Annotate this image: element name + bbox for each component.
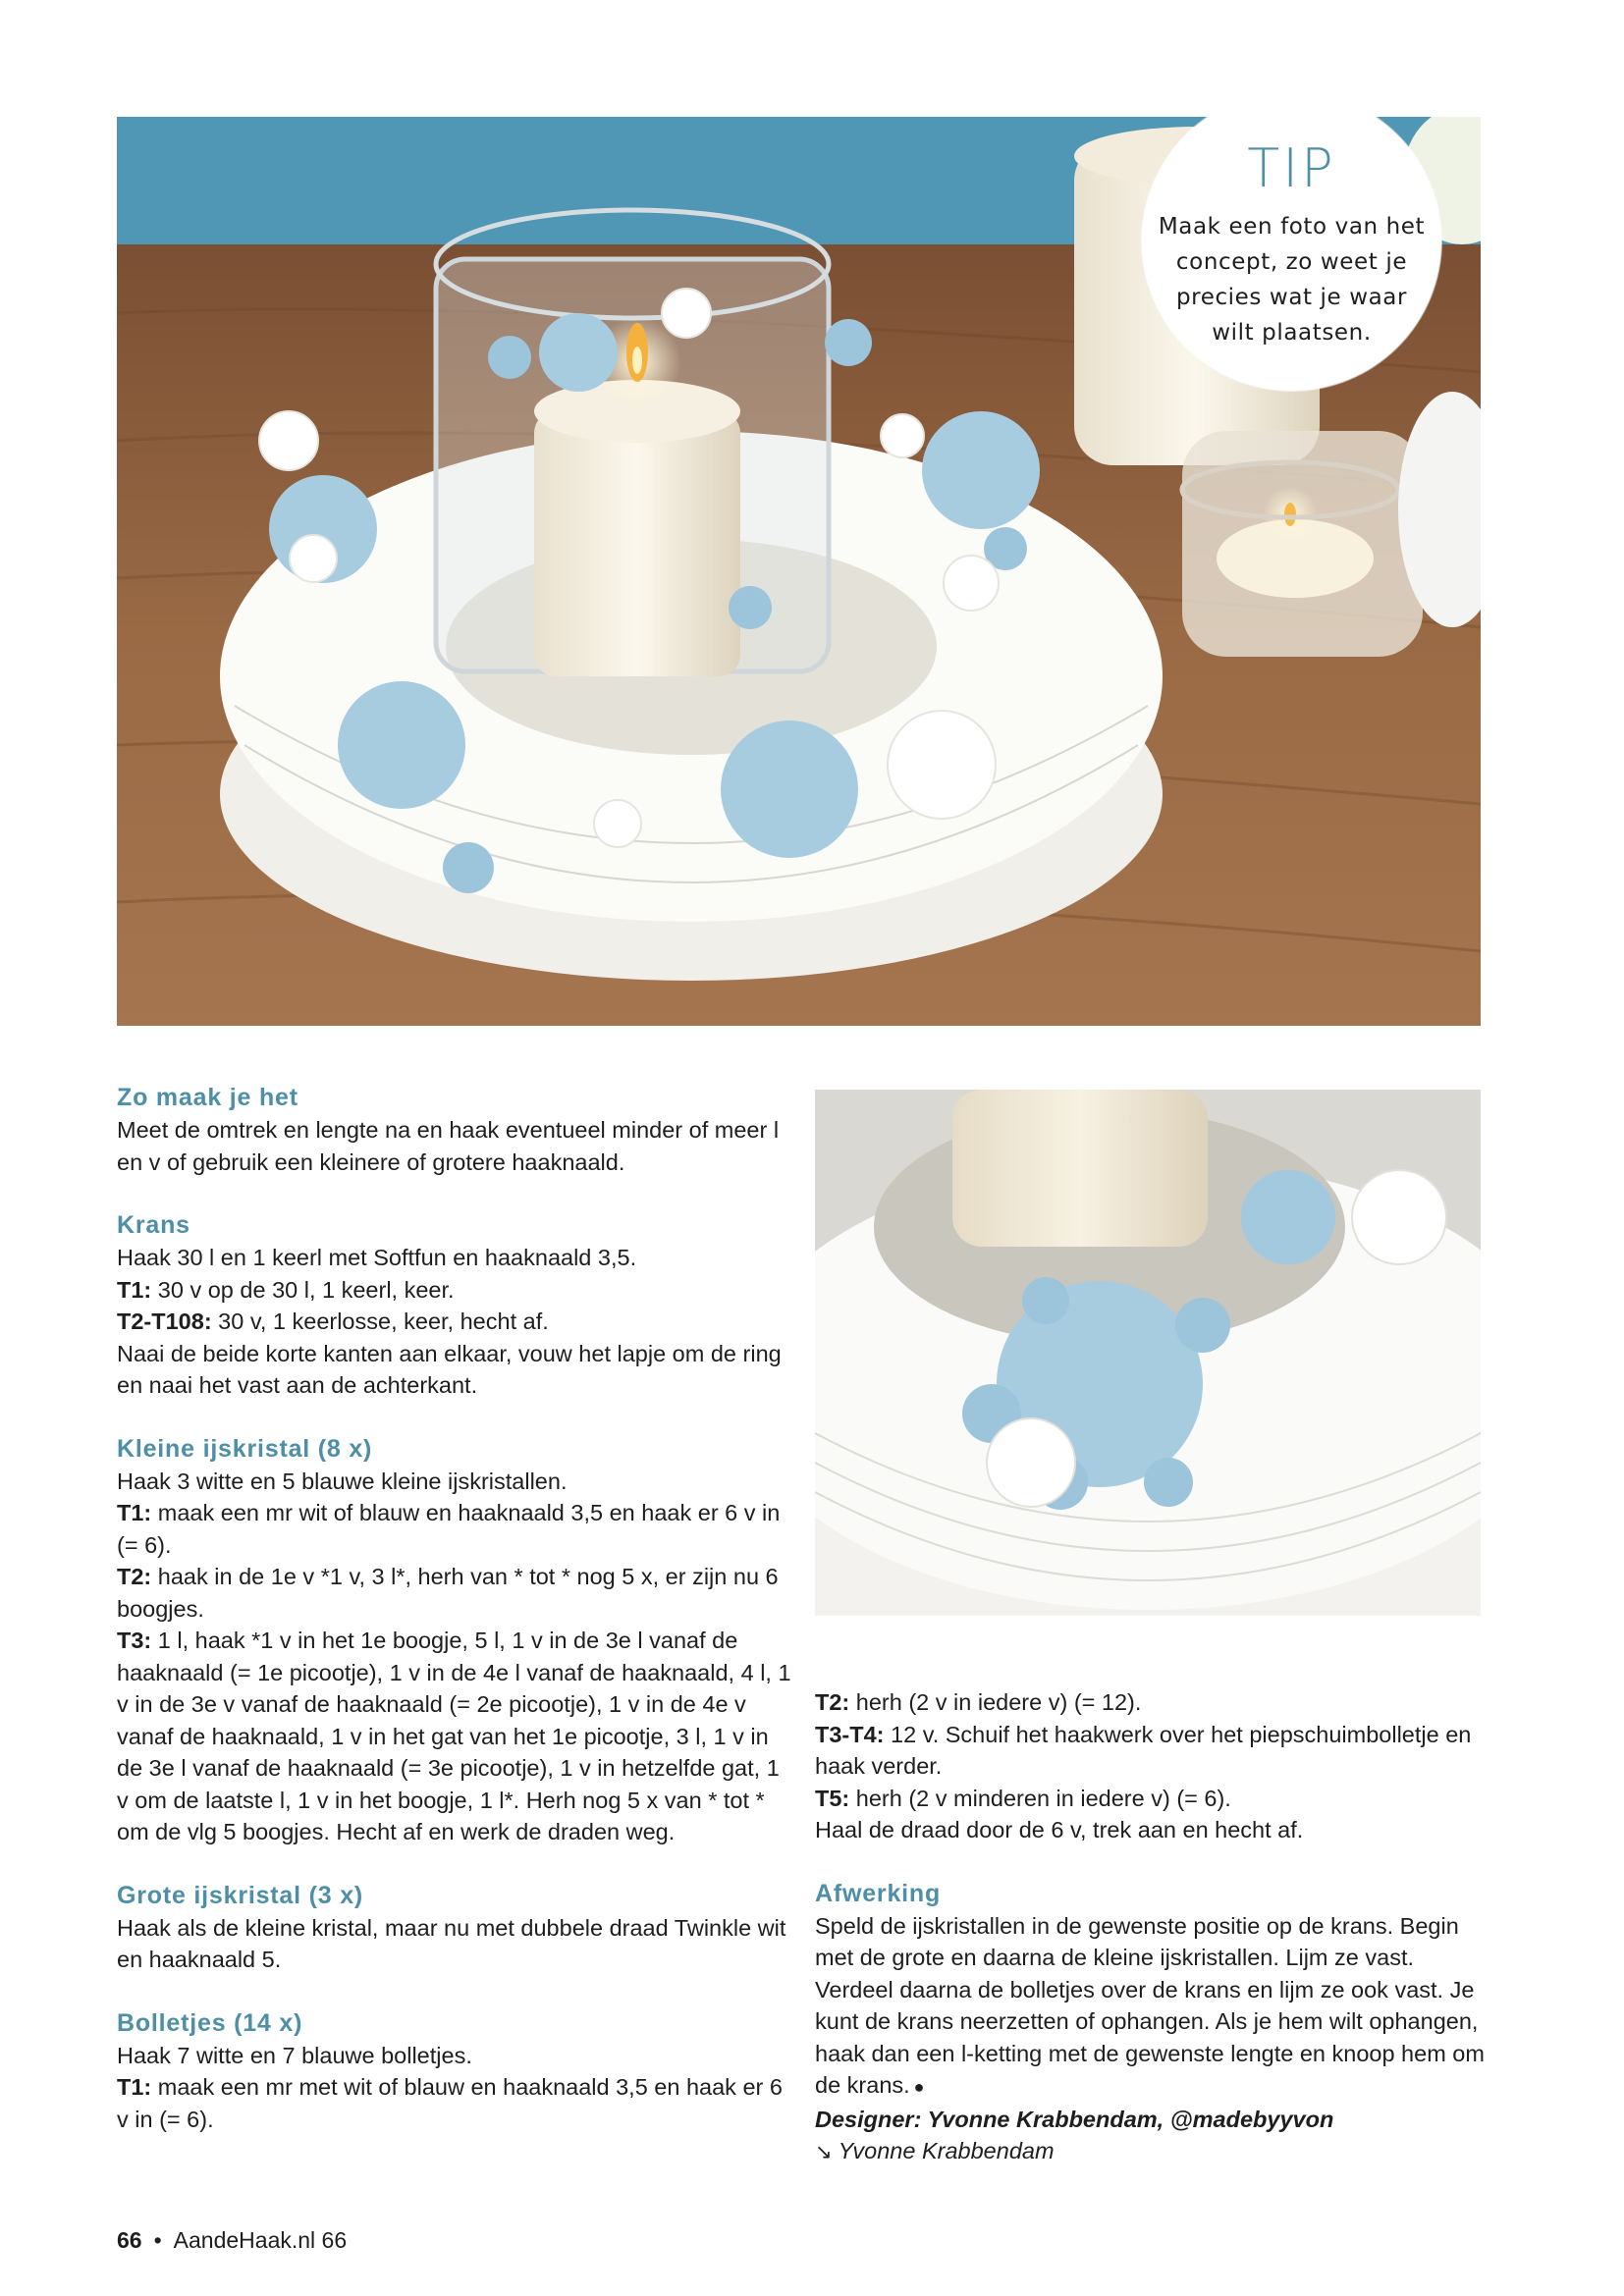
step-label: T1: xyxy=(117,1500,152,1525)
step-text: herh (2 v in iedere v) (= 12). xyxy=(849,1689,1142,1715)
instruction-step xyxy=(117,1912,794,1976)
instruction-step xyxy=(117,2040,794,2072)
footer-separator: • xyxy=(153,2227,162,2253)
section-heading: Grote ijskristal (3 x) xyxy=(117,1881,364,1909)
step-text: 30 v, 1 keerlosse, keer, hecht af. xyxy=(211,1308,549,1334)
instruction-step xyxy=(815,1814,1492,1846)
section-heading: Afwerking xyxy=(815,1879,942,1907)
step-text: haak in de 1e v *1 v, 3 l*, herh van * tot * nog 5 x, er zijn nu 6 boogjes. xyxy=(117,1564,779,1622)
instruction-step xyxy=(117,1338,794,1402)
step-text: maak een mr wit of blauw en haaknaald 3,5 en haak er 6 v in (= 6). xyxy=(117,1500,781,1558)
instruction-step xyxy=(117,1561,794,1625)
end-mark: ● xyxy=(913,2077,925,2097)
bolletjes-continued xyxy=(815,1686,1492,1846)
step-text: 30 v op de 30 l, 1 keerl, keer. xyxy=(151,1276,455,1303)
detail-photo xyxy=(815,1090,1481,1616)
step-text: Meet de omtrek en lengte na en haak eventueel minder of meer l en v of gebruik een kleinere of grotere haaknaald. xyxy=(117,1117,780,1175)
footer-site: AandeHaak.nl 66 xyxy=(173,2227,348,2253)
step-label: T3: xyxy=(117,1628,152,1653)
step-text: Haak 7 witte en 7 blauwe bolletjes. xyxy=(117,2042,472,2068)
step-text: herh (2 v minderen in iedere v) (= 6). xyxy=(849,1785,1231,1811)
camera-icon: ↘ xyxy=(815,2141,833,2163)
instruction-step xyxy=(117,1306,794,1338)
pattern-section xyxy=(117,1208,794,1402)
step-text: Haak 30 l en 1 keerl met Softfun en haaknaald 3,5. xyxy=(117,1245,637,1270)
pattern-section xyxy=(117,1081,794,1178)
tip-title: TIP xyxy=(1247,137,1336,199)
instruction-step xyxy=(117,1625,794,1848)
right-column xyxy=(815,1686,1492,2200)
step-text: Haal de draad door de 6 v, trek aan en hecht af. xyxy=(815,1817,1304,1842)
step-label: T1: xyxy=(117,1276,152,1303)
photo-credit: ↘ Yvonne Krabbendam xyxy=(815,2138,1055,2163)
step-label: T2: xyxy=(117,1564,152,1589)
instruction-step xyxy=(117,1466,794,1498)
section-text: Speld de ijskristallen in de gewenste positie op de krans. Begin met de grote en daarna de kleine ijskristallen. Lijm ze vast. Verdeel daarna de bolletjes over de krans en lijm ze ook vast. Je kunt de krans neerzetten of ophangen. Als je hem wilt ophangen, haak dan een l-ketting met de gewenste lengte en knoop hem om de krans. ● xyxy=(815,1912,1485,2098)
step-label: T1: xyxy=(117,2074,152,2100)
pattern-section xyxy=(117,2006,794,2136)
instruction-step xyxy=(815,1719,1492,1783)
section-heading: Bolletjes (14 x) xyxy=(117,2008,303,2037)
step-text: maak een mr met wit of blauw en haaknaald 3,5 en haak er 6 v in (= 6). xyxy=(117,2074,783,2132)
instruction-step xyxy=(117,1242,794,1274)
page-footer xyxy=(117,2227,347,2254)
instruction-step xyxy=(117,1274,794,1307)
step-text: Haak 3 witte en 5 blauwe kleine ijskristallen. xyxy=(117,1468,568,1494)
instruction-step xyxy=(117,1497,794,1561)
designer-credit: Designer: Yvonne Krabbendam, @madebyyvon xyxy=(815,2106,1334,2132)
instruction-step xyxy=(117,1114,794,1178)
step-text: Haak als de kleine kristal, maar nu met dubbele draad Twinkle wit en haaknaald 5. xyxy=(117,1914,786,1972)
pattern-section xyxy=(117,1879,794,1976)
step-label: T5: xyxy=(815,1785,850,1811)
step-label: T3-T4: xyxy=(815,1721,885,1747)
tip-bubble xyxy=(1142,91,1441,391)
step-text: 12 v. Schuif het haakwerk over het piepschuimbolletje en haak verder. xyxy=(815,1721,1472,1779)
step-text: Naai de beide korte kanten aan elkaar, vouw het lapje om de ring en naai het vast aan de achterkant. xyxy=(117,1340,782,1398)
section-heading: Kleine ijskristal (8 x) xyxy=(117,1434,373,1463)
page-number: 66 xyxy=(117,2227,142,2253)
left-column xyxy=(117,1081,794,2165)
section-heading: Krans xyxy=(117,1211,190,1239)
instruction-step xyxy=(117,2071,794,2135)
tip-text: Maak een foto van het concept, zo weet je precies wat je waar wilt plaatsen. xyxy=(1158,214,1426,346)
pattern-section xyxy=(117,1432,794,1848)
section-heading: Zo maak je het xyxy=(117,1084,298,1111)
step-label: T2: xyxy=(815,1689,850,1715)
instruction-step xyxy=(815,1783,1492,1815)
instruction-step xyxy=(815,1686,1492,1719)
step-text: 1 l, haak *1 v in het 1e boogje, 5 l, 1 v in de 3e l vanaf de haaknaald (= 1e picootje), 1 v in de 4e l vanaf de haaknaald, 4 l, 1 v in de 3e v vanaf de haaknaald (= 2e picootje), 1 v in de 4e v vanaf de haaknaald, 1 v in het gat van het 1e picootje, 3 l, 1 v in de 3e l vanaf de haaknaald (= 3e picootje), 1 v in hetzelfde gat, 1 v om de laatste l, 1 v in het boogje, 1 l*. Herh nog 5 x van * tot * om de vlg 5 boogjes. Hecht af en werk de draden weg. xyxy=(117,1628,791,1844)
section-afwerking xyxy=(815,1877,1492,2169)
step-label: T2-T108: xyxy=(117,1308,212,1334)
